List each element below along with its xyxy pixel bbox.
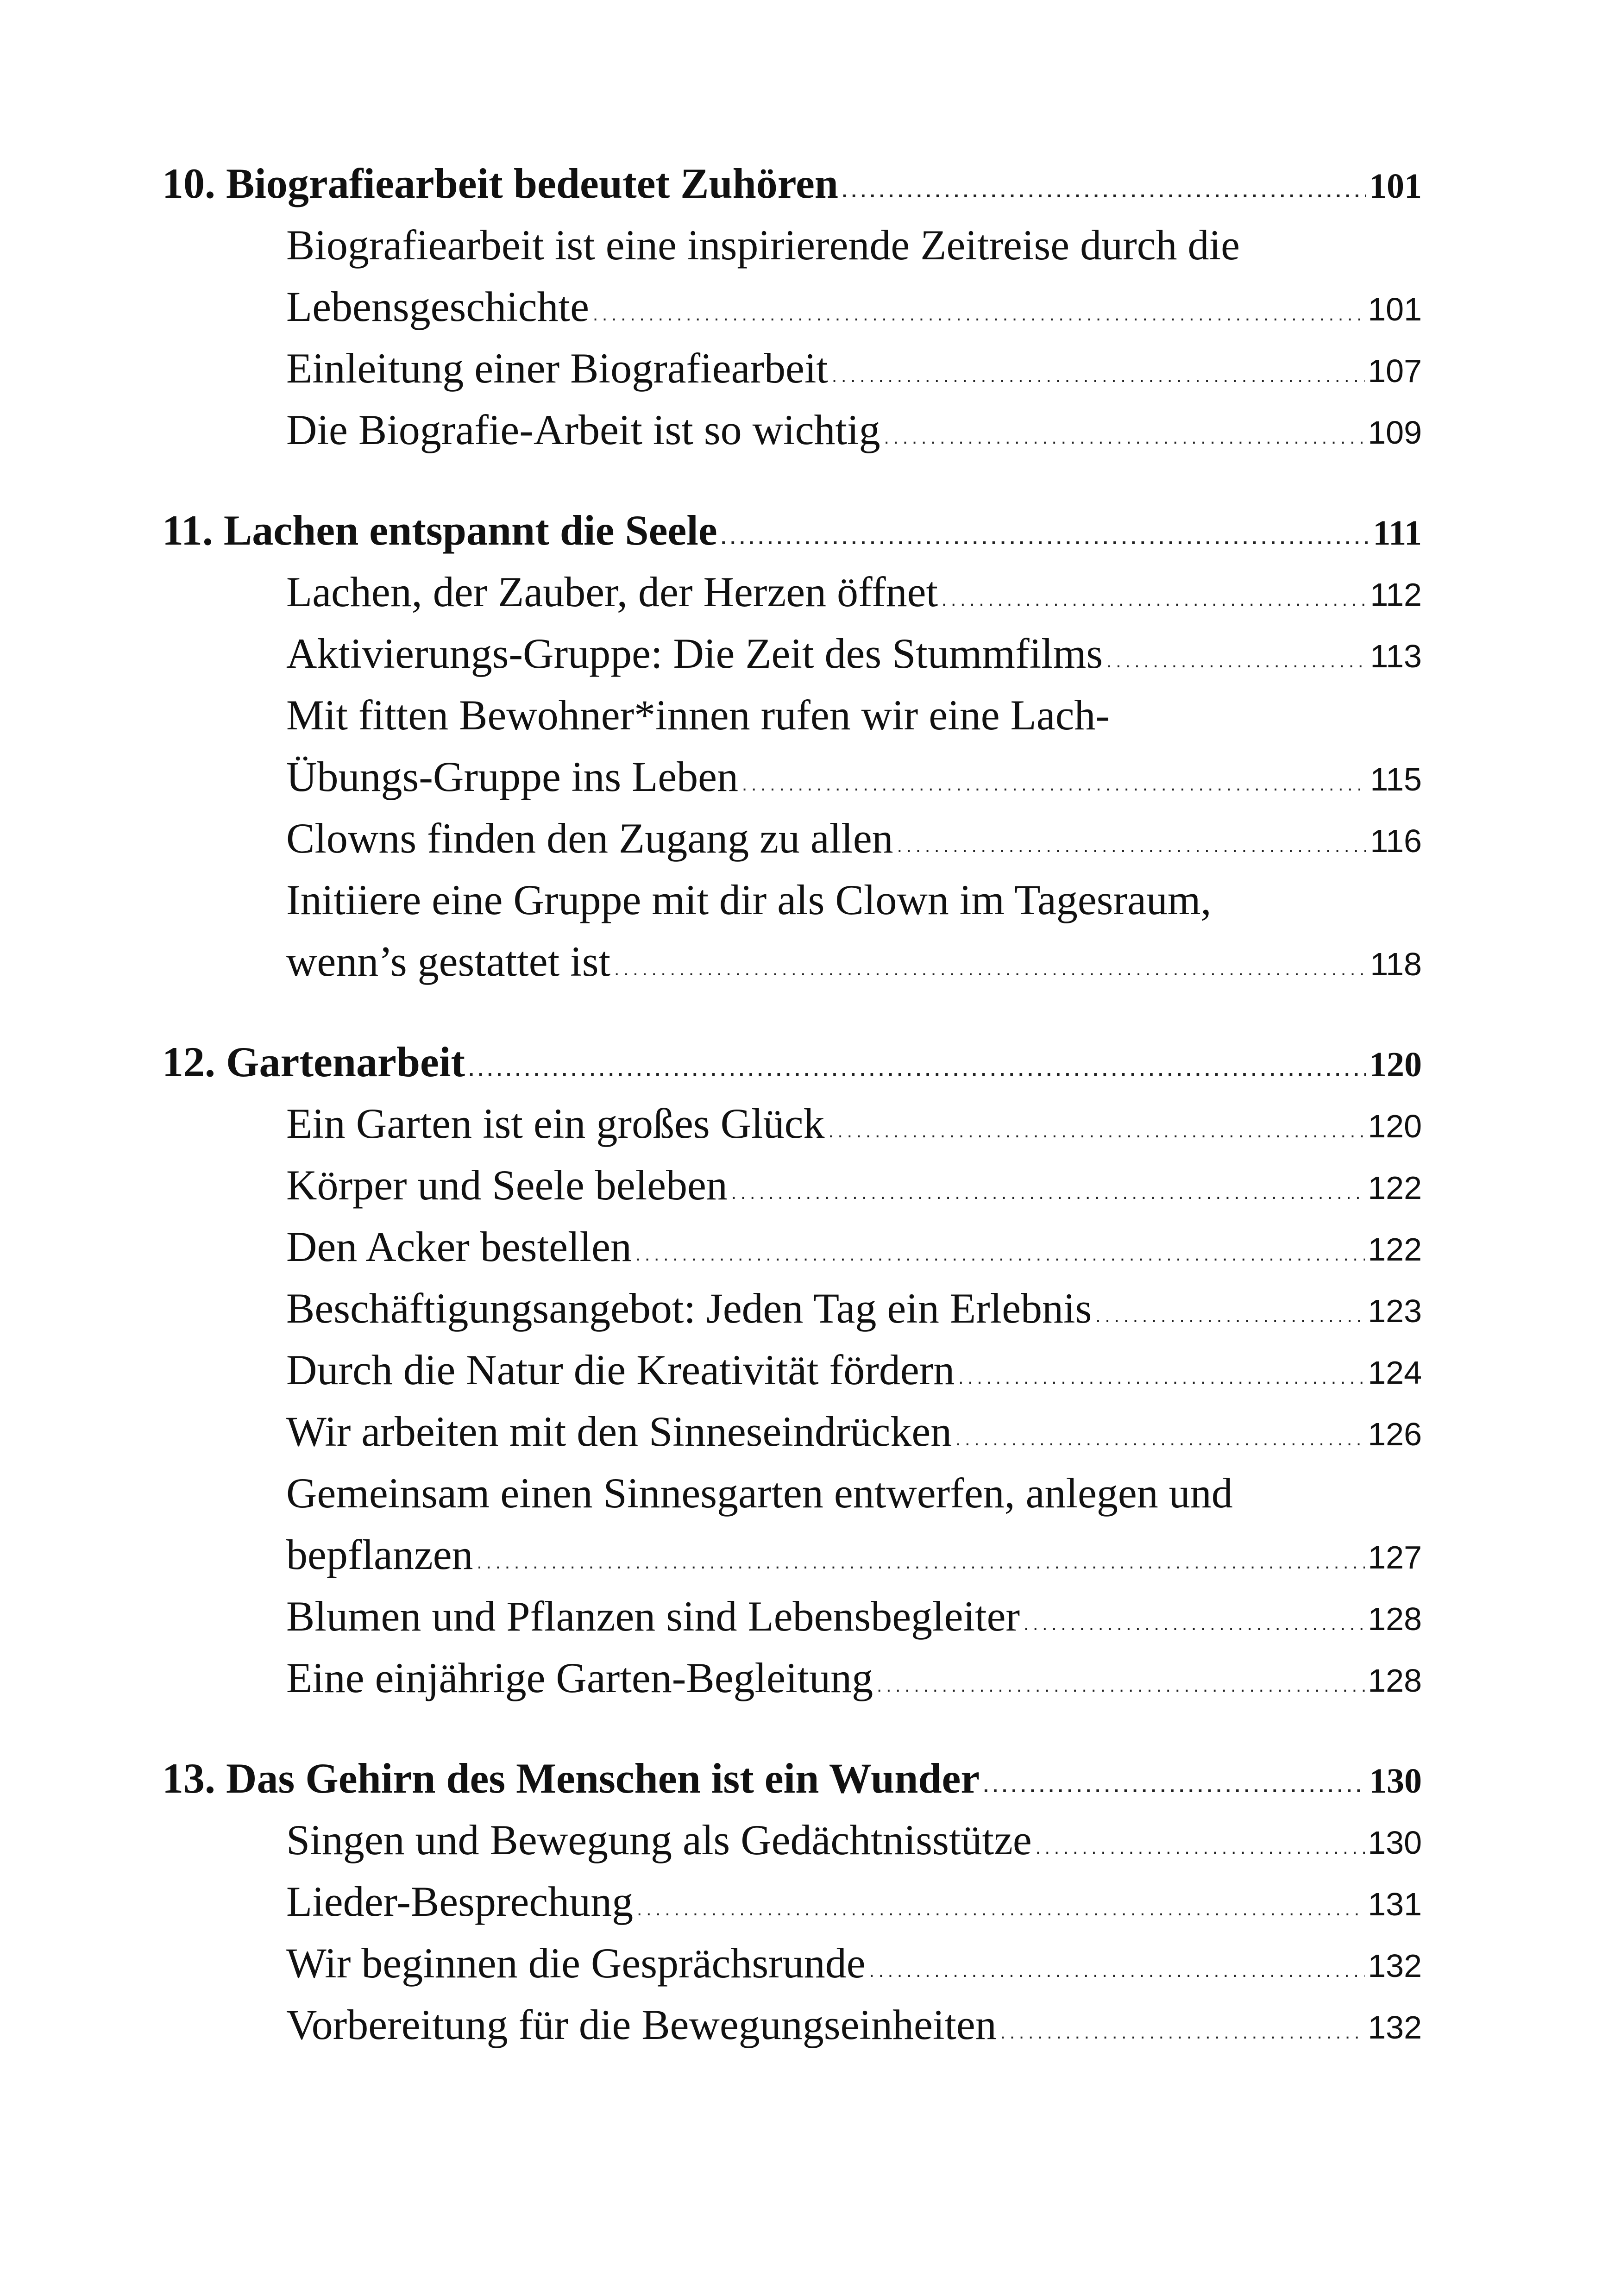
toc-entry bbox=[162, 1586, 1422, 1647]
entry-title: Beschäftigungsangebot: Jeden Tag ein Erlebnis bbox=[286, 1285, 1092, 1332]
dot-leader bbox=[742, 775, 1367, 794]
page-number: 130 bbox=[1369, 1762, 1422, 1800]
page-number: 115 bbox=[1370, 761, 1422, 797]
page-number: 109 bbox=[1368, 414, 1422, 451]
page-number: 101 bbox=[1368, 291, 1422, 327]
page-number: 122 bbox=[1368, 1170, 1422, 1206]
entry-title: wenn’s gestattet ist bbox=[286, 938, 611, 985]
page-number: 128 bbox=[1368, 1662, 1422, 1699]
chapter-heading bbox=[162, 1031, 1422, 1093]
entry-title-line: Biografiearbeit ist eine inspirierende Zeitreise durch die bbox=[286, 221, 1240, 269]
toc-entry bbox=[162, 746, 1422, 808]
dot-leader bbox=[884, 428, 1365, 447]
chapter-title: 10. Biografiearbeit bedeutet Zuhören bbox=[162, 160, 838, 207]
page-number: 120 bbox=[1369, 1045, 1422, 1084]
dot-leader bbox=[832, 367, 1365, 385]
toc-entry bbox=[162, 1216, 1422, 1278]
page-number: 113 bbox=[1370, 638, 1422, 674]
entry-title-line: Initiiere eine Gruppe mit dir als Clown im Tagesraum, bbox=[286, 876, 1212, 923]
dot-leader bbox=[1024, 1615, 1365, 1633]
dot-leader bbox=[477, 1553, 1365, 1572]
entry-title: Einleitung einer Biografiearbeit bbox=[286, 345, 828, 392]
dot-leader bbox=[635, 1245, 1365, 1264]
toc-entry bbox=[162, 561, 1422, 623]
page-number: 127 bbox=[1368, 1539, 1422, 1575]
page-number: 132 bbox=[1368, 2009, 1422, 2045]
entry-title-line: Mit fitten Bewohner*innen rufen wir eine Lach- bbox=[286, 691, 1110, 739]
page-number: 131 bbox=[1368, 1886, 1422, 1922]
page-number: 128 bbox=[1368, 1601, 1422, 1637]
dot-leader bbox=[842, 182, 1366, 201]
chapter-11 bbox=[162, 500, 1422, 992]
table-of-contents bbox=[162, 153, 1422, 2095]
dot-leader bbox=[942, 590, 1367, 609]
toc-entry bbox=[162, 1994, 1422, 2056]
dot-leader bbox=[983, 1777, 1366, 1795]
toc-entry bbox=[162, 1647, 1422, 1709]
dot-leader bbox=[721, 529, 1370, 547]
entry-title: Lebensgeschichte bbox=[286, 283, 589, 330]
entry-title: Lachen, der Zauber, der Herzen öffnet bbox=[286, 568, 938, 615]
toc-entry bbox=[162, 338, 1422, 399]
entry-title: Lieder-Besprechung bbox=[286, 1878, 634, 1925]
toc-entry bbox=[162, 1339, 1422, 1401]
dot-leader bbox=[1095, 1307, 1365, 1325]
entry-title: Aktivierungs-Gruppe: Die Zeit des Stummfilms bbox=[286, 630, 1103, 677]
chapter-13 bbox=[162, 1748, 1422, 2056]
toc-entry bbox=[162, 1809, 1422, 1871]
page-number: 120 bbox=[1368, 1108, 1422, 1144]
entry-title: Körper und Seele beleben bbox=[286, 1161, 728, 1209]
toc-entry bbox=[162, 1401, 1422, 1462]
chapter-title: 11. Lachen entspannt die Seele bbox=[162, 507, 717, 554]
dot-leader bbox=[877, 1676, 1365, 1695]
page-number: 126 bbox=[1368, 1416, 1422, 1452]
entry-title-line: Gemeinsam einen Sinnesgarten entwerfen, anlegen und bbox=[286, 1469, 1233, 1517]
dot-leader bbox=[731, 1184, 1365, 1202]
page-number: 111 bbox=[1373, 514, 1422, 552]
dot-leader bbox=[958, 1368, 1365, 1387]
dot-leader bbox=[469, 1060, 1366, 1079]
dot-leader bbox=[614, 960, 1367, 979]
chapter-title: 13. Das Gehirn des Menschen ist ein Wunder bbox=[162, 1755, 980, 1802]
entry-title: Den Acker bestellen bbox=[286, 1223, 632, 1270]
toc-entry bbox=[162, 1093, 1422, 1154]
page-number: 130 bbox=[1368, 1825, 1422, 1861]
entry-title: Die Biografie-Arbeit ist so wichtig bbox=[286, 406, 880, 453]
dot-leader bbox=[897, 837, 1368, 855]
entry-title: Blumen und Pflanzen sind Lebensbegleiter bbox=[286, 1593, 1020, 1640]
entry-title: Eine einjährige Garten-Begleitung bbox=[286, 1654, 873, 1701]
chapter-heading bbox=[162, 153, 1422, 214]
dot-leader bbox=[1106, 652, 1367, 671]
entry-title: Wir beginnen die Gesprächsrunde bbox=[286, 1939, 866, 1987]
page-number: 112 bbox=[1370, 577, 1422, 613]
entry-title: Ein Garten ist ein großes Glück bbox=[286, 1100, 825, 1147]
page-number: 107 bbox=[1368, 353, 1422, 389]
entry-title: Durch die Natur die Kreativität fördern bbox=[286, 1346, 955, 1393]
chapter-10 bbox=[162, 153, 1422, 461]
chapter-heading bbox=[162, 500, 1422, 561]
toc-entry bbox=[162, 808, 1422, 869]
entry-title: Übungs-Gruppe ins Leben bbox=[286, 753, 739, 800]
dot-leader bbox=[869, 1962, 1365, 1980]
page-number: 132 bbox=[1368, 1948, 1422, 1984]
toc-entry bbox=[162, 1278, 1422, 1339]
dot-leader bbox=[593, 305, 1365, 324]
toc-entry bbox=[162, 1154, 1422, 1216]
toc-entry bbox=[162, 1932, 1422, 1994]
dot-leader bbox=[637, 1900, 1365, 1919]
toc-entry bbox=[162, 1524, 1422, 1586]
entry-title: Clowns finden den Zugang zu allen bbox=[286, 815, 893, 862]
page-number: 124 bbox=[1368, 1355, 1422, 1391]
page-number: 101 bbox=[1369, 167, 1422, 206]
page-number: 123 bbox=[1368, 1293, 1422, 1329]
dot-leader bbox=[1036, 1838, 1365, 1857]
entry-title: Singen und Bewegung als Gedächtnisstütze bbox=[286, 1816, 1032, 1863]
toc-entry bbox=[162, 1871, 1422, 1932]
entry-title: Vorbereitung für die Bewegungseinheiten bbox=[286, 2001, 997, 2048]
toc-entry bbox=[162, 276, 1422, 338]
entry-title: Wir arbeiten mit den Sinneseindrücken bbox=[286, 1408, 952, 1455]
dot-leader bbox=[829, 1122, 1365, 1141]
dot-leader bbox=[1000, 2023, 1365, 2042]
toc-entry bbox=[162, 623, 1422, 684]
dot-leader bbox=[955, 1430, 1365, 1449]
toc-entry bbox=[162, 931, 1422, 992]
chapter-title: 12. Gartenarbeit bbox=[162, 1038, 465, 1085]
page-number: 118 bbox=[1370, 946, 1422, 982]
page-number: 116 bbox=[1370, 823, 1422, 859]
toc-entry bbox=[162, 399, 1422, 461]
chapter-12 bbox=[162, 1031, 1422, 1709]
chapter-heading bbox=[162, 1748, 1422, 1809]
page-number: 122 bbox=[1368, 1231, 1422, 1267]
entry-title: bepflanzen bbox=[286, 1531, 473, 1578]
